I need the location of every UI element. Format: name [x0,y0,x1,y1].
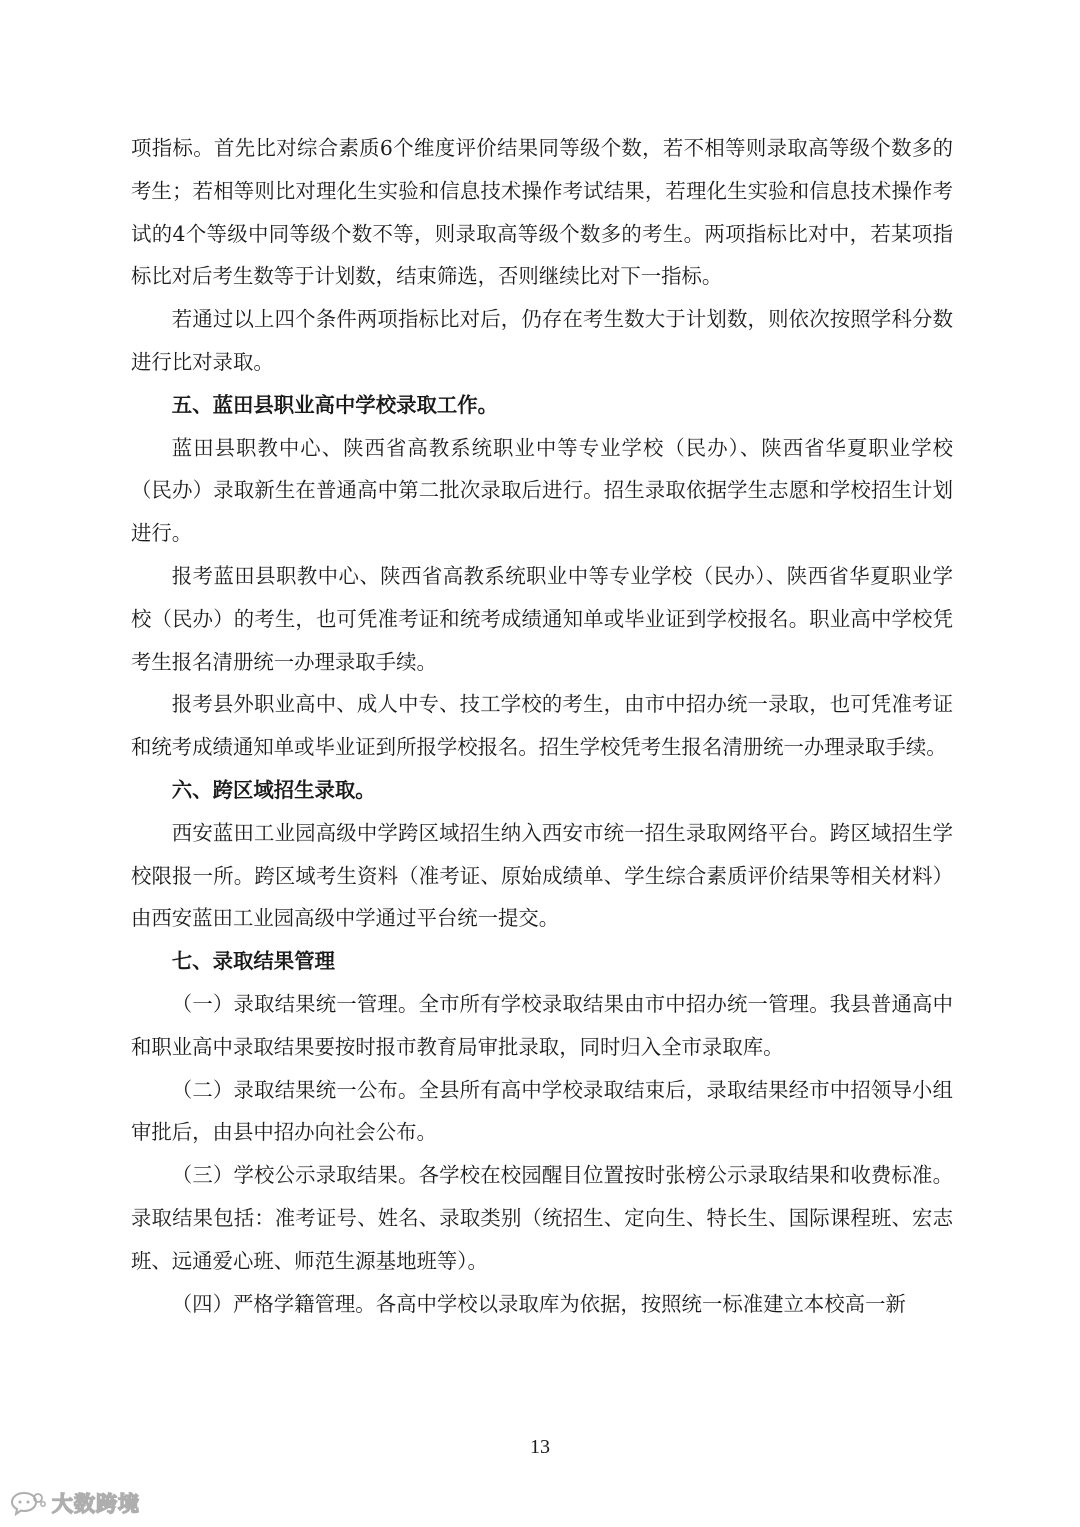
section-heading: 五、蓝田县职业高中学校录取工作。 [171,392,499,417]
page-number: 13 [530,1436,550,1458]
watermark [10,1488,140,1518]
body-paragraph: 若通过以上四个条件两项指标比对后，仍存在考生数大于计划数，则依次按照学科分数进行比对录取。 [131,307,953,374]
section-heading: 六、跨区域招生录取。 [171,777,376,802]
body-paragraph: （一）录取结果统一管理。全市所有学校录取结果由市中招办统一管理。我县普通高中和职业高中录取结果要按时报市教育局审批录取，同时归入全市录取库。 [131,991,953,1059]
body-paragraph: （三）学校公示录取结果。各学校在校园醒目位置按时张榜公示录取结果和收费标准。录取结果包括：准考证号、姓名、录取类别（统招生、定向生、特长生、国际课程班、宏志班、远通爱心班、师范生源基地班等）。 [131,1163,953,1273]
body-paragraph: 报考蓝田县职教中心、陕西省高教系统职业中等专业学校（民办）、陕西省华夏职业学校（民办）的考生，也可凭准考证和统考成绩通知单或毕业证到学校报名。职业高中学校凭考生报名清册统一办理录取手续。 [131,563,953,674]
body-paragraph: 项指标。首先比对综合素质6个维度评价结果同等级个数，若不相等则录取高等级个数多的考生；若相等则比对理化生实验和信息技术操作考试结果，若理化生实验和信息技术操作考试的4个等级中同等级个数不等，则录取高等级个数多的考生。两项指标比对中，若某项指标比对后考生数等于计划数，结束筛选，否则继续比对下一指标。 [131,136,953,289]
body-paragraph: 蓝田县职教中心、陕西省高教系统职业中等专业学校（民办）、陕西省华夏职业学校（民办）录取新生在普通高中第二批次录取后进行。招生录取依据学生志愿和学校招生计划进行。 [131,435,953,546]
body-paragraph: （二）录取结果统一公布。全县所有高中学校录取结束后，录取结果经市中招领导小组审批后，由县中招办向社会公布。 [131,1077,953,1145]
speech-bubble-icon [10,1490,46,1516]
body-paragraph: 报考县外职业高中、成人中专、技工学校的考生，由市中招办统一录取，也可凭准考证和统考成绩通知单或毕业证到所报学校报名。招生学校凭考生报名清册统一办理录取手续。 [131,692,953,760]
watermark-text: 大数跨境 [52,1492,140,1516]
body-paragraph: （四）严格学籍管理。各高中学校以录取库为依据，按照统一标准建立本校高一新 [171,1291,906,1316]
section-heading: 七、录取结果管理 [171,949,335,974]
body-paragraph: 西安蓝田工业园高级中学跨区域招生纳入西安市统一招生录取网络平台。跨区域招生学校限报一所。跨区域考生资料（准考证、原始成绩单、学生综合素质评价结果等相关材料）由西安蓝田工业园高级中学通过平台统一提交。 [131,820,953,931]
document-body [131,127,953,1325]
